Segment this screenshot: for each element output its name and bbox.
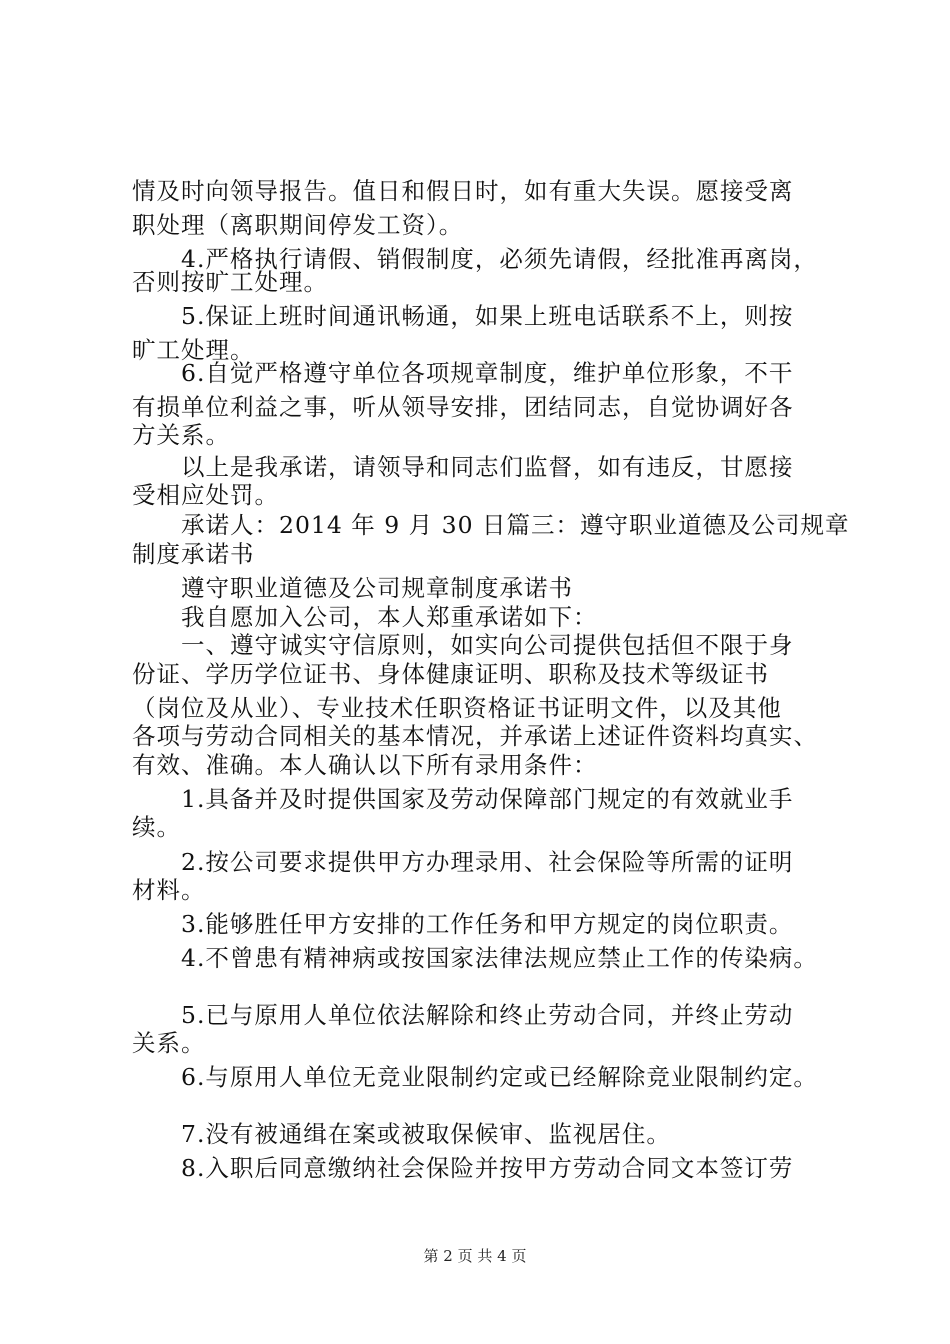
page-number-footer: 第 2 页 共 4 页 [423,1247,527,1265]
text-line: 以上是我承诺，请领导和同志们监督，如有违反，甘愿接 [132,453,794,481]
text-line: 8.入职后同意缴纳社会保险并按甲方劳动合同文本签订劳 [132,1154,794,1182]
text-line: 受相应处罚。 [132,481,279,509]
text-line: （岗位及从业）、专业技术任职资格证书证明文件，以及其他 [132,694,782,722]
text-line: 遵守职业道德及公司规章制度承诺书 [132,574,573,602]
text-line: 6.自觉严格遵守单位各项规章制度，维护单位形象，不干 [132,359,794,387]
text-line: 5.保证上班时间通讯畅通，如果上班电话联系不上，则按 [132,302,794,330]
text-line: 材料。 [132,876,206,904]
text-line: 旷工处理。 [132,336,255,364]
text-line: 职处理（离职期间停发工资）。 [132,211,464,239]
text-line: 情及时向领导报告。值日和假日时，如有重大失误。愿接受离 [132,177,794,205]
text-line: 各项与劳动合同相关的基本情况，并承诺上述证件资料均真实、 [132,722,818,750]
text-line: 1.具备并及时提供国家及劳动保障部门规定的有效就业手 [132,785,794,813]
text-line: 方关系。 [132,421,230,449]
text-line: 4.严格执行请假、销假制度，必须先请假，经批准再离岗， [132,245,818,273]
text-line: 有损单位利益之事，听从领导安排，团结同志，自觉协调好各 [132,393,794,421]
text-line: 我自愿加入公司，本人郑重承诺如下： [132,603,598,631]
text-line: 一、遵守诚实守信原则，如实向公司提供包括但不限于身 [132,631,794,659]
text-line: 2.按公司要求提供甲方办理录用、社会保险等所需的证明 [132,848,794,876]
text-line: 6.与原用人单位无竞业限制约定或已经解除竞业限制约定。 [132,1063,818,1091]
text-line: 承诺人：2014 年 9 月 30 日篇三：遵守职业道德及公司规章 [132,511,850,539]
text-line: 5.已与原用人单位依法解除和终止劳动合同，并终止劳动 [132,1001,794,1029]
text-line: 份证、学历学位证书、身体健康证明、职称及技术等级证书 [132,660,769,688]
text-line: 续。 [132,813,181,841]
text-line: 关系。 [132,1029,206,1057]
text-line: 4.不曾患有精神病或按国家法律法规应禁止工作的传染病。 [132,944,818,972]
text-line: 制度承诺书 [132,540,255,568]
text-line: 7.没有被通缉在案或被取保候审、监视居住。 [132,1120,671,1148]
text-line: 否则按旷工处理。 [132,268,328,296]
text-line: 有效、准确。本人确认以下所有录用条件： [132,751,598,779]
text-line: 3.能够胜任甲方安排的工作任务和甲方规定的岗位职责。 [132,910,794,938]
